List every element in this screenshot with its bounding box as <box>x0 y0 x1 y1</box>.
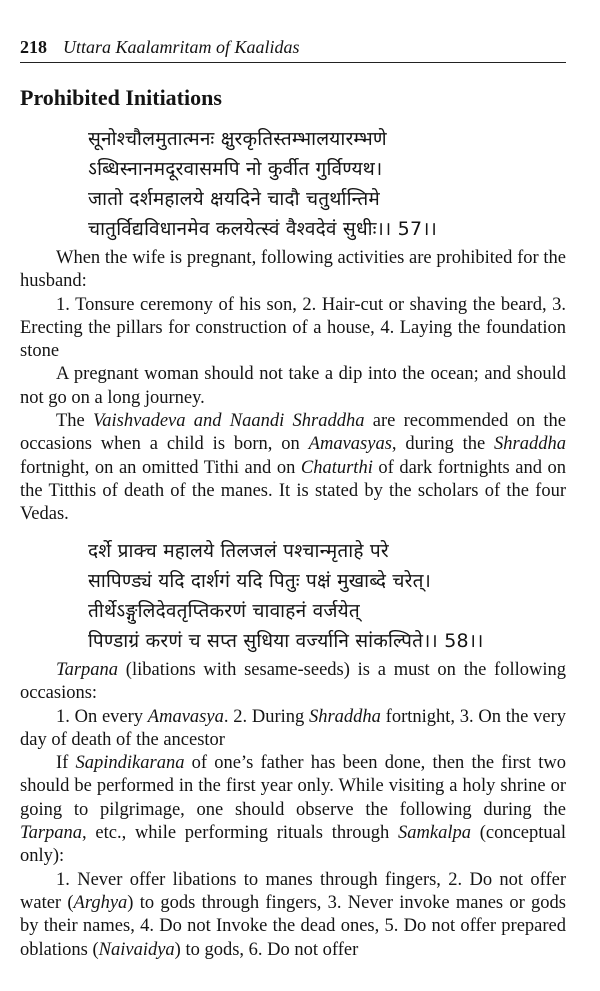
text-run: If <box>56 753 76 774</box>
running-header <box>20 36 566 58</box>
italic-term: Chaturthi <box>300 457 373 478</box>
italic-term: Amavasya <box>147 706 224 727</box>
translation-block-2 <box>20 659 566 962</box>
text-run: of one’s father has been done, then the first two should be performed in the first year only. While visiting a holy shrine or going to pilgrimage, one should observe the following during the <box>20 753 566 820</box>
book-title: Uttara Kaalamritam of Kaalidas <box>63 37 300 57</box>
italic-term: Samkalpa <box>398 823 471 844</box>
text-run: 1. On every <box>56 706 148 727</box>
verse-line: दर्शे प्राक्च महालये तिलजलं पश्चान्मृताहे परे <box>88 540 389 562</box>
paragraph <box>20 410 566 526</box>
text-run: fortnight, 3. On the very day of death of the ancestor <box>20 706 566 750</box>
italic-term: Arghya <box>73 892 128 913</box>
italic-term: Tarpana <box>56 660 119 680</box>
verse-line: जातो दर्शमहालये क्षयदिने चादौ चतुर्थान्तिमे <box>88 188 380 210</box>
section-title: Prohibited Initiations <box>20 85 222 110</box>
text-run: are recommended on the occasions when a child is born, on <box>20 411 566 455</box>
verse-line: पिण्डाग्रं करणं च सप्त सुधिया वर्ज्यानि सांकल्पिते।। 58।। <box>88 630 484 652</box>
text-run: 1. Never offer libations to manes through fingers, 2. Do not offer water ( <box>20 869 566 913</box>
text-run: (libations with sesame-seeds) is a must on the following occasions: <box>20 660 566 704</box>
verse-line: सापिण्ड्यं यदि दार्शगं यदि पितुः पक्षं मुखाब्दे चरेत्। <box>88 570 432 592</box>
text-run: of dark fortnights and on the Titthis of death of the manes. It is stated by the scholars of the four Vedas. <box>20 457 567 525</box>
italic-term: Shraddha <box>308 706 381 727</box>
text-run: (conceptual only): <box>20 823 566 867</box>
italic-term: Sapindikarana <box>75 753 185 774</box>
sanskrit-verse-57 <box>88 124 437 244</box>
verse-line: सूनोश्चौलमुतात्मनः क्षुरकृतिस्तम्भालयारम्भणे <box>88 128 387 150</box>
text-run: , during the <box>391 434 495 455</box>
header-rule <box>20 62 566 63</box>
paragraph <box>20 706 566 753</box>
text-run: fortnight, on an omitted Tithi and on <box>20 457 301 478</box>
italic-term: Amavasyas <box>308 434 392 455</box>
text-run: ) to gods through fingers, 3. Never invoke manes or gods by their names, 4. Do not Invoke the dead ones, 5. Do not offer prepared oblations ( <box>20 892 566 960</box>
paragraph: When the wife is pregnant, following activities are prohibited for the husband: <box>20 248 566 292</box>
italic-term: Tarpana <box>20 823 83 844</box>
paragraph: 1. Tonsure ceremony of his son, 2. Hair-cut or shaving the beard, 3. Erecting the pillars for construction of a house, 4. Laying the foundation stone <box>20 294 566 362</box>
paragraph <box>20 752 566 868</box>
italic-term: Naivaidya <box>98 939 175 960</box>
paragraph: A pregnant woman should not take a dip into the ocean; and should not go on a long journey. <box>20 364 566 408</box>
paragraph <box>20 659 566 706</box>
text-run: ) to gods, 6. Do not offer <box>174 939 359 960</box>
verse-line: तीर्थेऽङ्गुलिदेवतृप्तिकरणं चावाहनं वर्जयेत् <box>88 600 360 622</box>
text-run: . 2. During <box>223 706 309 727</box>
verse-line: चातुर्विद्यविधानमेव कलयेत्स्वं वैश्वदेवं सुधीः।। 57।। <box>88 218 438 240</box>
paragraph <box>20 869 566 962</box>
verse-line: ऽब्धिस्नानमदूरवासमपि नो कुर्वीत गुर्विण्यथ। <box>88 158 383 180</box>
text-run: The <box>56 411 94 432</box>
italic-term: Vaishvadeva and Naandi Shraddha <box>93 411 365 432</box>
text-run: , etc., while performing rituals through <box>82 823 398 844</box>
page-number: 218 <box>20 37 47 57</box>
italic-term: Shraddha <box>494 434 566 455</box>
sanskrit-verse-58 <box>88 536 484 656</box>
translation-block-1 <box>20 247 566 527</box>
